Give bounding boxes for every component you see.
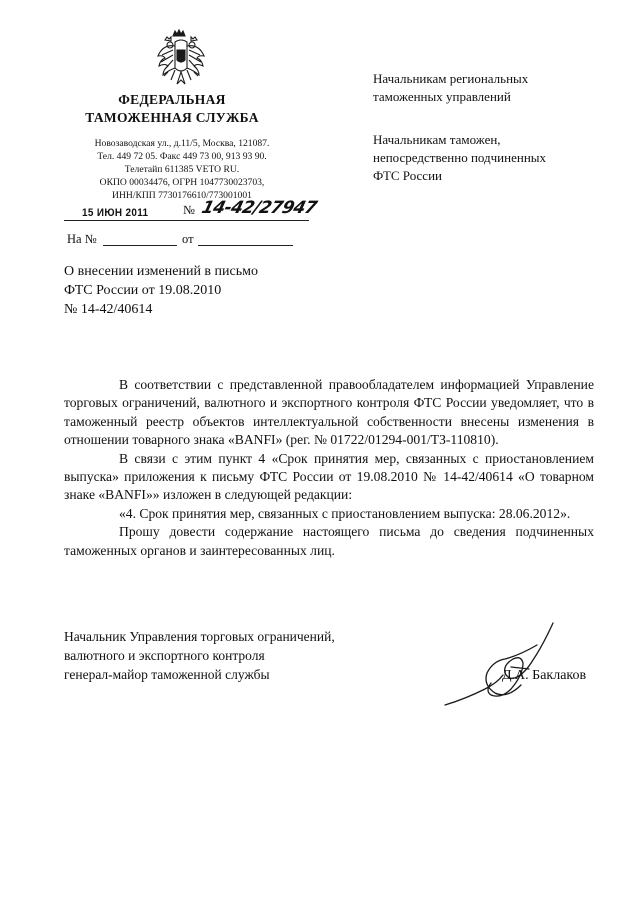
- subject-line: О внесении изменений в письмо: [64, 264, 258, 279]
- reference-date-label: от: [182, 232, 194, 246]
- address-line: Новозаводская ул., д.11/5, Москва, 121087.: [94, 138, 270, 149]
- handwritten-signature: [425, 615, 565, 715]
- organization-name: ТАМОЖЕННАЯ СЛУЖБА: [85, 110, 259, 125]
- coat-of-arms-emblem: [155, 28, 207, 88]
- reference-number-label: На №: [67, 232, 97, 246]
- signer-position-line: генерал-майор таможенной службы: [64, 667, 270, 682]
- inn-line: ИНН/КПП 7730176610/773001001: [112, 190, 252, 201]
- subject-line: № 14-42/40614: [64, 302, 153, 317]
- body-paragraph-quote: «4. Срок принятия мер, связанных с приостановлением выпуска: 28.06.2012».: [119, 505, 571, 521]
- recipient-line: ФТС России: [373, 168, 442, 183]
- teletype-line: Телетайп 611385 VETO RU.: [124, 164, 240, 175]
- body-paragraph: Прошу довести содержание настоящего письма до сведения подчиненных таможенных органов и заинтересованных лиц.: [64, 524, 594, 558]
- recipient-line: Начальникам региональных: [373, 71, 529, 86]
- signer-name: Д.А. Баклаков: [502, 668, 587, 683]
- okpo-line: ОКПО 00034476, ОГРН 1047730023703,: [99, 177, 265, 188]
- reference-date-blank: [198, 245, 293, 246]
- subject-line: ФТС России от 19.08.2010: [64, 283, 222, 298]
- phone-line: Тел. 449 72 05. Факс 449 73 00, 913 93 90.: [97, 151, 267, 162]
- letter-number-handwritten: 14-42/27947: [199, 198, 319, 218]
- letter-body: [64, 376, 594, 560]
- organization-name: ФЕДЕРАЛЬНАЯ: [118, 92, 226, 107]
- signer-position-line: валютного и экспортного контроля: [64, 648, 265, 663]
- body-paragraph: В соответствии с представленной правообладателем информацией Управление торговых ограничений, валютного и экспортного контроля ФТС России уведомляет, что в таможенный реестр объектов интеллектуальной собственности внесены изменения в отношении товарного знака «BANFI» (рег. № 01722/01294-001/ТЗ-110810).: [64, 377, 594, 448]
- recipient-line: непосредственно подчиненных: [373, 150, 547, 165]
- signer-position-line: Начальник Управления торговых ограничений,: [64, 629, 335, 644]
- recipient-line: таможенных управлений: [373, 89, 511, 104]
- reference-number-blank: [103, 245, 177, 246]
- recipient-line: Начальникам таможен,: [373, 132, 501, 147]
- body-paragraph: В связи с этим пункт 4 «Срок принятия мер, связанных с приостановлением выпуска» приложения к письму ФТС России от 19.08.2010 № 14-42/40614 «О товарном знаке «BANFI»» изложен в следующей редакции:: [64, 450, 594, 503]
- letter-number-label: №: [183, 203, 195, 217]
- letter-date-stamp: 15 ИЮН 2011: [82, 207, 149, 219]
